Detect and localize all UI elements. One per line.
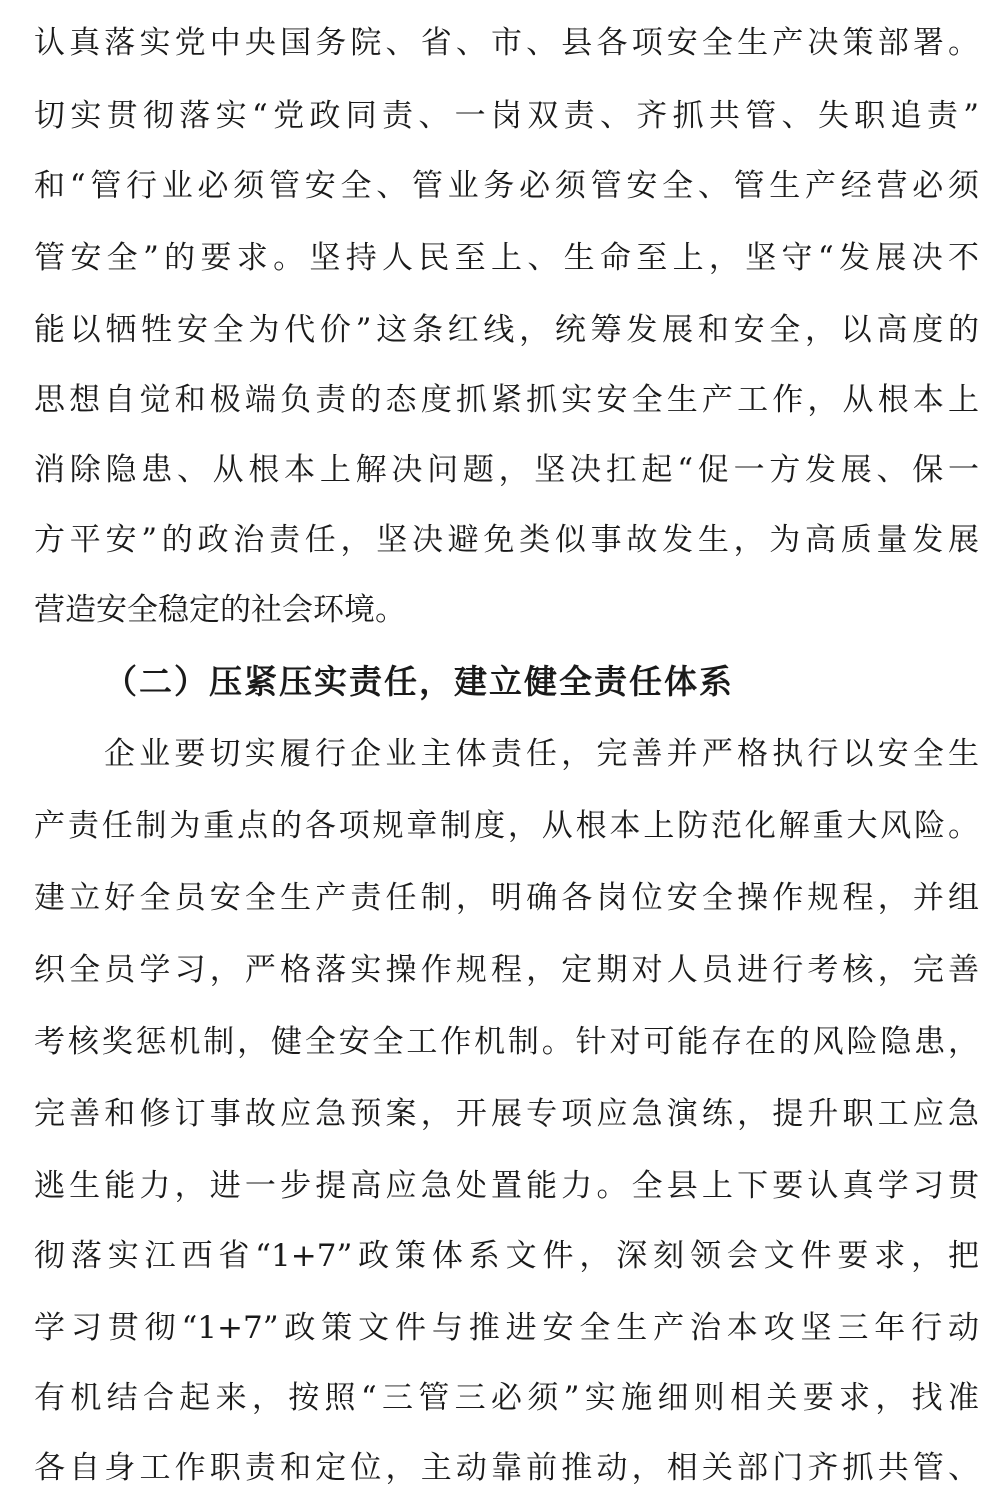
paragraph-1-line-6: 思想自觉和极端负责的态度抓紧抓实安全生产工作，从根本上 <box>34 382 979 418</box>
paragraph-2-line-1: 企业要切实履行企业主体责任，完善并严格执行以安全生 <box>104 736 979 772</box>
paragraph-1-line-3: 和“管行业必须管安全、管业务必须管安全、管生产经营必须 <box>34 168 979 204</box>
paragraph-1-line-2: 切实贯彻落实“党政同责、一岗双责、齐抓共管、失职追责” <box>34 98 979 134</box>
paragraph-2-line-4: 织全员学习，严格落实操作规程，定期对人员进行考核，完善 <box>34 952 979 988</box>
paragraph-2-line-3: 建立好全员安全生产责任制，明确各岗位安全操作规程，并组 <box>34 880 979 916</box>
paragraph-2-line-5: 考核奖惩机制，健全安全工作机制。针对可能存在的风险隐患， <box>34 1024 979 1060</box>
paragraph-1-line-7: 消除隐患、从根本上解决问题，坚决扛起“促一方发展、保一 <box>34 452 979 488</box>
paragraph-2-line-6: 完善和修订事故应急预案，开展专项应急演练，提升职工应急 <box>34 1096 979 1132</box>
paragraph-2-line-10: 有机结合起来，按照“三管三必须”实施细则相关要求，找准 <box>34 1380 979 1416</box>
paragraph-1-line-8: 方平安”的政治责任，坚决避免类似事故发生，为高质量发展 <box>34 522 979 558</box>
paragraph-2-line-2: 产责任制为重点的各项规章制度，从根本上防范化解重大风险。 <box>34 808 979 844</box>
paragraph-2-line-8: 彻落实江西省“1+7”政策体系文件，深刻领会文件要求，把 <box>34 1238 979 1274</box>
paragraph-1-line-9: 营造安全稳定的社会环境。 <box>34 592 406 628</box>
paragraph-2-line-7: 逃生能力，进一步提高应急处置能力。全县上下要认真学习贯 <box>34 1168 979 1204</box>
paragraph-1-line-5: 能以牺牲安全为代价”这条红线，统筹发展和安全，以高度的 <box>34 312 979 348</box>
paragraph-1-line-1: 认真落实党中央国务院、省、市、县各项安全生产决策部署。 <box>34 25 979 61</box>
paragraph-2-line-11: 各自身工作职责和定位，主动靠前推动，相关部门齐抓共管、 <box>34 1450 979 1486</box>
paragraph-1-line-4: 管安全”的要求。坚持人民至上、生命至上，坚守“发展决不 <box>34 240 979 276</box>
section-heading: （二）压紧压实责任，建立健全责任体系 <box>104 662 734 701</box>
paragraph-2-line-9: 学习贯彻“1+7”政策文件与推进安全生产治本攻坚三年行动 <box>34 1310 979 1346</box>
